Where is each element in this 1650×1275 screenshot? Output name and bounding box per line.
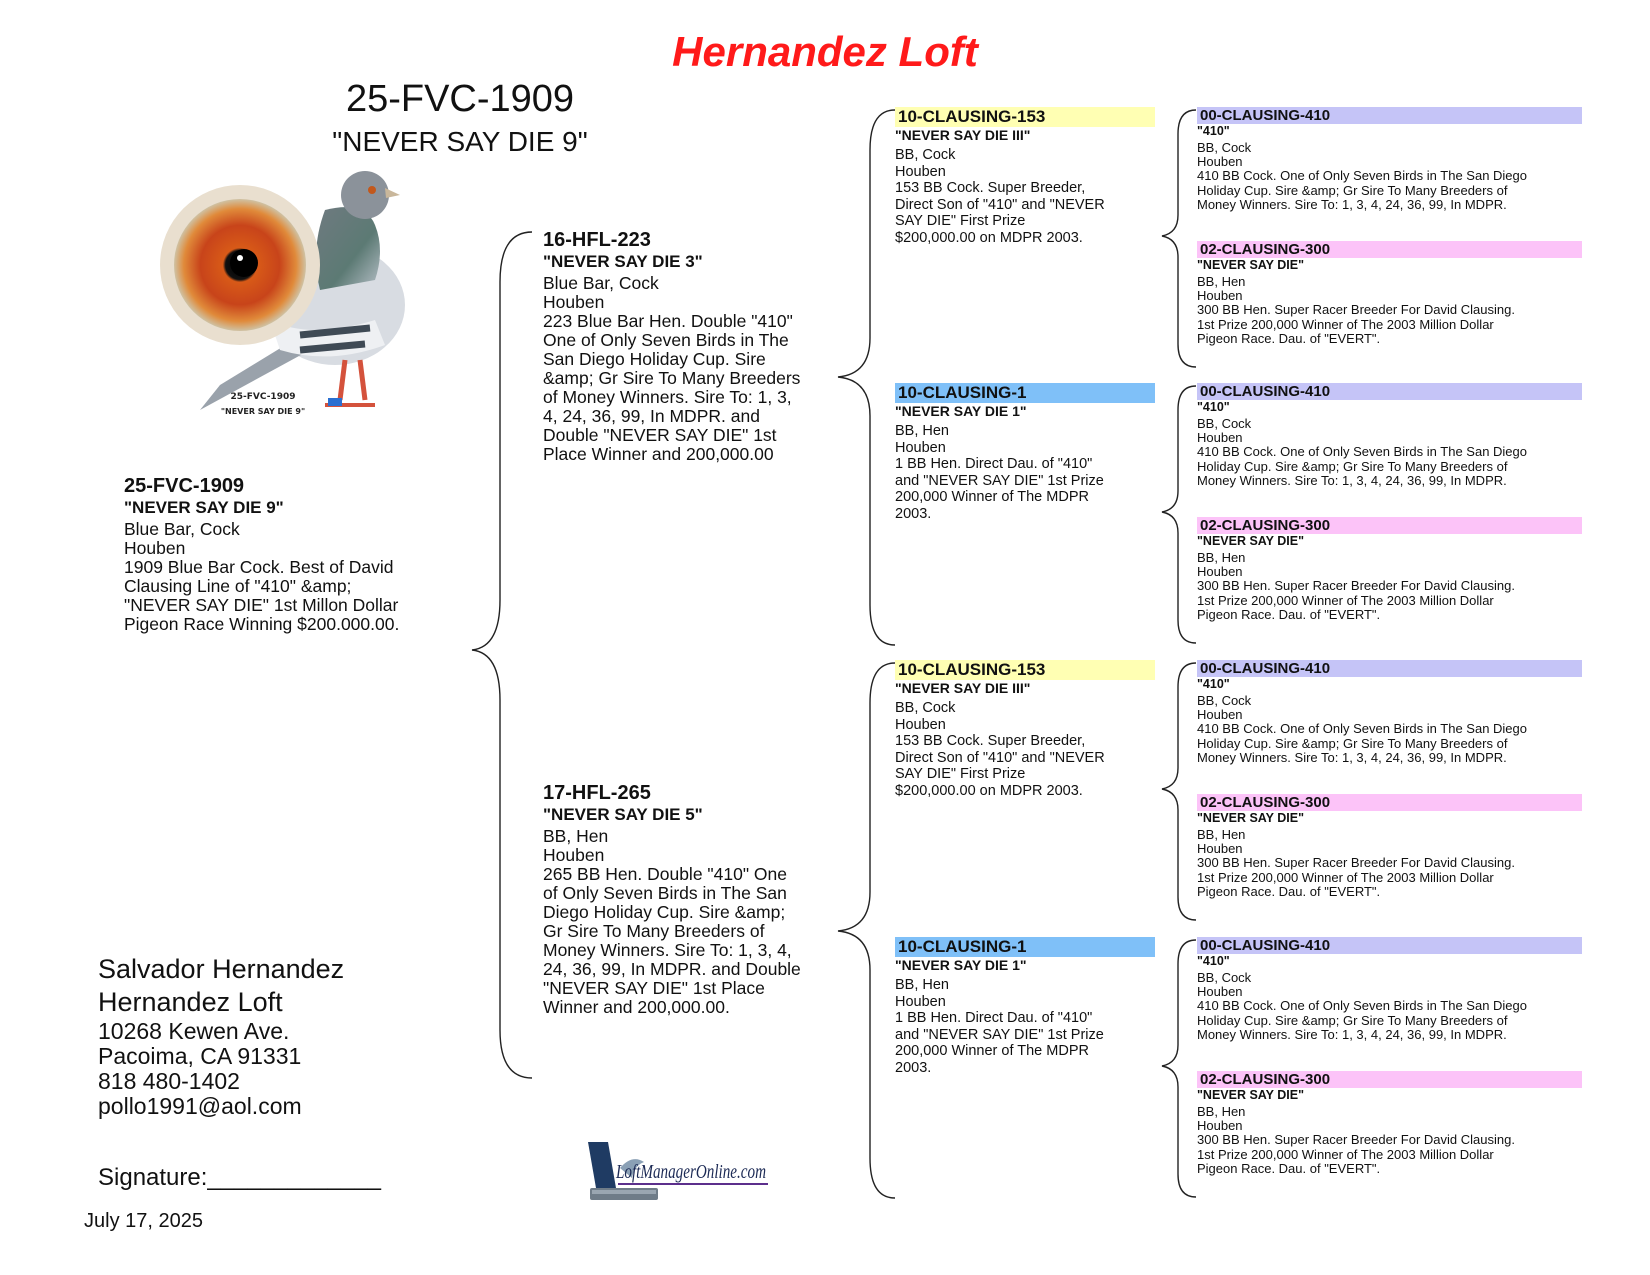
dam-notes-line: 265 BB Hen. Double "410" One — [543, 864, 787, 884]
sire-name: "NEVER SAY DIE 3" — [543, 252, 703, 271]
great-grandparent-line: Houben — [1197, 288, 1243, 304]
brace-gen1 — [472, 232, 532, 1078]
sire-notes-line: 223 Blue Bar Hen. Double "410" — [543, 311, 793, 331]
great-grandparent-card — [1197, 937, 1582, 1042]
grandparent-line: Houben — [895, 716, 946, 733]
subject-name-heading: "NEVER SAY DIE 9" — [332, 126, 588, 157]
grandparent-line: 1 BB Hen. Direct Dau. of "410" — [895, 456, 1093, 472]
great-grandparent-line: Holiday Cup. Sire &amp; Gr Sire To Many Breeders of — [1197, 735, 1508, 751]
grandparent-line: Direct Son of "410" and "NEVER — [895, 196, 1105, 213]
grandparent-line: Houben — [895, 439, 946, 456]
great-grandparent-line: Pigeon Race. Dau. of "EVERT". — [1197, 1160, 1381, 1176]
owner-email[interactable]: pollo1991@aol.com — [98, 1093, 302, 1119]
grandparent-line: BB, Hen — [895, 423, 949, 439]
great-grandparent-name: "NEVER SAY DIE" — [1197, 258, 1305, 272]
dam-notes-line: Winner and 200,000.00. — [543, 997, 730, 1017]
grandparent-line: 2003. — [895, 1059, 932, 1076]
great-grandparent-ring: 00-CLAUSING-410 — [1197, 937, 1582, 954]
great-grandparent-name: "NEVER SAY DIE" — [1197, 534, 1305, 548]
great-grandparent-card — [1197, 241, 1582, 346]
great-grandparent-ring: 00-CLAUSING-410 — [1197, 660, 1582, 677]
great-grandparent-name: "410" — [1197, 954, 1230, 968]
brace-gen3-4 — [1162, 940, 1196, 1197]
subject-color-sex: Blue Bar, Cock — [124, 519, 240, 539]
sire-color-sex: Blue Bar, Cock — [543, 273, 659, 293]
grandparent-name: "NEVER SAY DIE 1" — [895, 957, 1027, 973]
dam-strain: Houben — [543, 845, 605, 865]
photo-caption-name: "NEVER SAY DIE 9" — [220, 407, 306, 416]
great-grandparent-card — [1197, 660, 1582, 765]
dam-ring: 17-HFL-265 — [543, 782, 651, 804]
grandparent-card — [895, 660, 1155, 799]
grandparent-name: "NEVER SAY DIE III" — [895, 127, 1031, 143]
great-grandparent-line: Money Winners. Sire To: 1, 3, 4, 24, 36, 99, In MDPR. — [1197, 749, 1507, 765]
great-grandparent-line: 1st Prize 200,000 Winner of The 2003 Million Dollar — [1197, 316, 1494, 332]
pedigree-subject — [124, 475, 464, 634]
great-grandparent-line: 1st Prize 200,000 Winner of The 2003 Million Dollar — [1197, 1146, 1494, 1162]
grandparent-line: BB, Cock — [895, 700, 956, 716]
sire-notes-line: Place Winner and 200,000.00 — [543, 444, 774, 464]
great-grandparent-card — [1197, 517, 1582, 622]
grandparent-line: SAY DIE" First Prize — [895, 213, 1026, 229]
grandparent-line: and "NEVER SAY DIE" 1st Prize — [895, 472, 1104, 489]
great-grandparent-name: "NEVER SAY DIE" — [1197, 811, 1305, 825]
owner-address-1: 10268 Kewen Ave. — [98, 1018, 290, 1044]
dam-name: "NEVER SAY DIE 5" — [543, 805, 703, 824]
great-grandparent-line: Houben — [1197, 841, 1243, 857]
great-grandparent-line: BB, Cock — [1197, 970, 1252, 985]
great-grandparent-line: Pigeon Race. Dau. of "EVERT". — [1197, 330, 1381, 346]
grandparent-line: 153 BB Cock. Super Breeder, — [895, 733, 1086, 749]
great-grandparent-line: BB, Hen — [1197, 274, 1246, 289]
owner-phone: 818 480-1402 — [98, 1068, 240, 1094]
brace-gen2-top — [838, 110, 895, 645]
brace-gen3-1 — [1162, 110, 1196, 367]
sire-notes-line: of Money Winners. Sire To: 1, 3, — [543, 387, 792, 407]
grandparent-line: $200,000.00 on MDPR 2003. — [895, 229, 1083, 246]
logo-text: LoftManagerOnline.com — [615, 1161, 766, 1183]
great-grandparent-line: 410 BB Cock. One of Only Seven Birds in The San Diego — [1197, 168, 1527, 184]
sire-notes-line: San Diego Holiday Cup. Sire — [543, 349, 766, 369]
great-grandparent-name: "410" — [1197, 677, 1230, 691]
grandparent-name: "NEVER SAY DIE III" — [895, 680, 1031, 696]
great-grandparent-line: BB, Cock — [1197, 416, 1252, 431]
subject-strain: Houben — [124, 538, 186, 558]
great-grandparent-line: Pigeon Race. Dau. of "EVERT". — [1197, 883, 1381, 899]
brace-gen3-3 — [1162, 663, 1196, 920]
great-grandparent-ring: 02-CLAUSING-300 — [1197, 794, 1582, 811]
great-grandparent-ring: 00-CLAUSING-410 — [1197, 107, 1582, 124]
great-grandparent-line: 410 BB Cock. One of Only Seven Birds in The San Diego — [1197, 444, 1527, 460]
owner-name: Salvador Hernandez — [98, 954, 345, 984]
grandparent-card — [895, 383, 1155, 522]
dam-notes-line: "NEVER SAY DIE" 1st Place — [543, 978, 765, 998]
grandparent-ring: 10-CLAUSING-153 — [895, 660, 1155, 680]
photo-caption-ring: 25-FVC-1909 — [230, 392, 296, 402]
great-grandparent-line: BB, Hen — [1197, 1104, 1246, 1119]
great-grandparent-line: 300 BB Hen. Super Racer Breeder For David Clausing. — [1197, 578, 1515, 594]
sire-notes-line: 4, 24, 36, 99, In MDPR. and — [543, 406, 760, 426]
subject-ring-heading: 25-FVC-1909 — [345, 78, 575, 120]
grandparent-line: 2003. — [895, 505, 932, 522]
great-grandparent-line: BB, Hen — [1197, 550, 1246, 565]
great-grandparent-card — [1197, 794, 1582, 899]
great-grandparent-card — [1197, 383, 1582, 488]
subject-notes-line: "NEVER SAY DIE" 1st Millon Dollar — [124, 595, 399, 615]
sire-ring: 16-HFL-223 — [543, 229, 651, 251]
pedigree-sire — [543, 229, 843, 464]
great-grandparent-line: Holiday Cup. Sire &amp; Gr Sire To Many Breeders of — [1197, 1012, 1508, 1028]
brace-gen3-2 — [1162, 386, 1196, 643]
great-grandparent-line: Money Winners. Sire To: 1, 3, 4, 24, 36, 99, In MDPR. — [1197, 196, 1507, 212]
subject-notes-line: 1909 Blue Bar Cock. Best of David — [124, 557, 394, 577]
great-grandparent-line: 300 BB Hen. Super Racer Breeder For David Clausing. — [1197, 302, 1515, 318]
great-grandparent-name: "410" — [1197, 400, 1230, 414]
great-grandparent-line: Houben — [1197, 984, 1243, 1000]
great-grandparent-ring: 00-CLAUSING-410 — [1197, 383, 1582, 400]
dam-notes-line: Diego Holiday Cup. Sire &amp; — [543, 902, 786, 922]
pedigree-dam — [543, 782, 843, 1017]
great-grandparent-ring: 02-CLAUSING-300 — [1197, 241, 1582, 258]
brace-gen2-bottom — [838, 663, 895, 1198]
grandparent-line: BB, Cock — [895, 147, 956, 163]
great-grandparent-line: Pigeon Race. Dau. of "EVERT". — [1197, 606, 1381, 622]
great-grandparent-line: BB, Cock — [1197, 693, 1252, 708]
grandparent-card — [895, 107, 1155, 246]
great-grandparent-line: Houben — [1197, 564, 1243, 580]
great-grandparent-line: 410 BB Cock. One of Only Seven Birds in The San Diego — [1197, 721, 1527, 737]
grandparent-line: 153 BB Cock. Super Breeder, — [895, 180, 1086, 196]
grandparent-line: and "NEVER SAY DIE" 1st Prize — [895, 1026, 1104, 1043]
great-grandparent-line: Houben — [1197, 707, 1243, 723]
dam-notes-line: Gr Sire To Many Breeders of — [543, 921, 765, 941]
signature-line: Signature:_____________ — [98, 1164, 381, 1191]
dam-notes-line: of Only Seven Birds in The San — [543, 883, 787, 903]
great-grandparent-card — [1197, 1071, 1582, 1176]
great-grandparent-line: Houben — [1197, 430, 1243, 446]
grandparent-line: Houben — [895, 163, 946, 180]
great-grandparent-line: 410 BB Cock. One of Only Seven Birds in The San Diego — [1197, 998, 1527, 1014]
dam-color-sex: BB, Hen — [543, 826, 609, 846]
grandparent-line: 200,000 Winner of The MDPR — [895, 1043, 1089, 1059]
sire-notes-line: &amp; Gr Sire To Many Breeders — [543, 368, 801, 388]
subject-notes-line: Clausing Line of "410" &amp; — [124, 576, 352, 596]
grandparent-line: Houben — [895, 993, 946, 1010]
dam-notes-line: Money Winners. Sire To: 1, 3, 4, — [543, 940, 792, 960]
great-grandparent-line: Holiday Cup. Sire &amp; Gr Sire To Many Breeders of — [1197, 458, 1508, 474]
great-grandparent-line: Holiday Cup. Sire &amp; Gr Sire To Many Breeders of — [1197, 182, 1508, 198]
print-date: July 17, 2025 — [84, 1210, 203, 1232]
great-grandparent-line: 300 BB Hen. Super Racer Breeder For David Clausing. — [1197, 1132, 1515, 1148]
great-grandparent-line: 1st Prize 200,000 Winner of The 2003 Million Dollar — [1197, 592, 1494, 608]
grandparent-line: 1 BB Hen. Direct Dau. of "410" — [895, 1010, 1093, 1026]
loftmanager-logo — [586, 1138, 776, 1204]
grandparent-card — [895, 937, 1155, 1076]
great-grandparent-name: "410" — [1197, 124, 1230, 138]
great-grandparent-line: Money Winners. Sire To: 1, 3, 4, 24, 36, 99, In MDPR. — [1197, 1026, 1507, 1042]
grandparent-line: 200,000 Winner of The MDPR — [895, 489, 1089, 505]
grandparent-line: $200,000.00 on MDPR 2003. — [895, 782, 1083, 799]
great-grandparent-line: Money Winners. Sire To: 1, 3, 4, 24, 36, 99, In MDPR. — [1197, 472, 1507, 488]
great-grandparent-ring: 02-CLAUSING-300 — [1197, 517, 1582, 534]
great-grandparent-line: Houben — [1197, 1118, 1243, 1134]
sire-strain: Houben — [543, 292, 605, 312]
great-grandparent-line: 1st Prize 200,000 Winner of The 2003 Million Dollar — [1197, 869, 1494, 885]
grandparent-ring: 10-CLAUSING-1 — [895, 937, 1155, 957]
great-grandparent-line: Houben — [1197, 154, 1243, 170]
grandparent-line: BB, Hen — [895, 977, 949, 993]
owner-address-2: Pacoima, CA 91331 — [98, 1043, 302, 1069]
dam-notes-line: 24, 36, 99, In MDPR. and Double — [543, 959, 801, 979]
grandparent-line: Direct Son of "410" and "NEVER — [895, 749, 1105, 766]
grandparent-line: SAY DIE" First Prize — [895, 766, 1026, 782]
grandparent-ring: 10-CLAUSING-1 — [895, 383, 1155, 403]
great-grandparent-name: "NEVER SAY DIE" — [1197, 1088, 1305, 1102]
sire-notes-line: Double "NEVER SAY DIE" 1st — [543, 425, 777, 445]
grandparent-name: "NEVER SAY DIE 1" — [895, 403, 1027, 419]
subject-name: "NEVER SAY DIE 9" — [124, 498, 284, 517]
great-grandparent-line: BB, Hen — [1197, 827, 1246, 842]
subject-ring: 25-FVC-1909 — [124, 475, 245, 497]
loft-title: Hernandez Loft — [672, 28, 978, 75]
great-grandparent-card — [1197, 107, 1582, 212]
subject-notes-line: Pigeon Race Winning $200.000.00. — [124, 614, 400, 634]
owner-contact — [98, 953, 344, 1119]
great-grandparent-line: 300 BB Hen. Super Racer Breeder For David Clausing. — [1197, 855, 1515, 871]
grandparent-ring: 10-CLAUSING-153 — [895, 107, 1155, 127]
great-grandparent-line: BB, Cock — [1197, 140, 1252, 155]
owner-loft: Hernandez Loft — [98, 987, 283, 1017]
sire-notes-line: One of Only Seven Birds in The — [543, 330, 789, 350]
great-grandparent-ring: 02-CLAUSING-300 — [1197, 1071, 1582, 1088]
